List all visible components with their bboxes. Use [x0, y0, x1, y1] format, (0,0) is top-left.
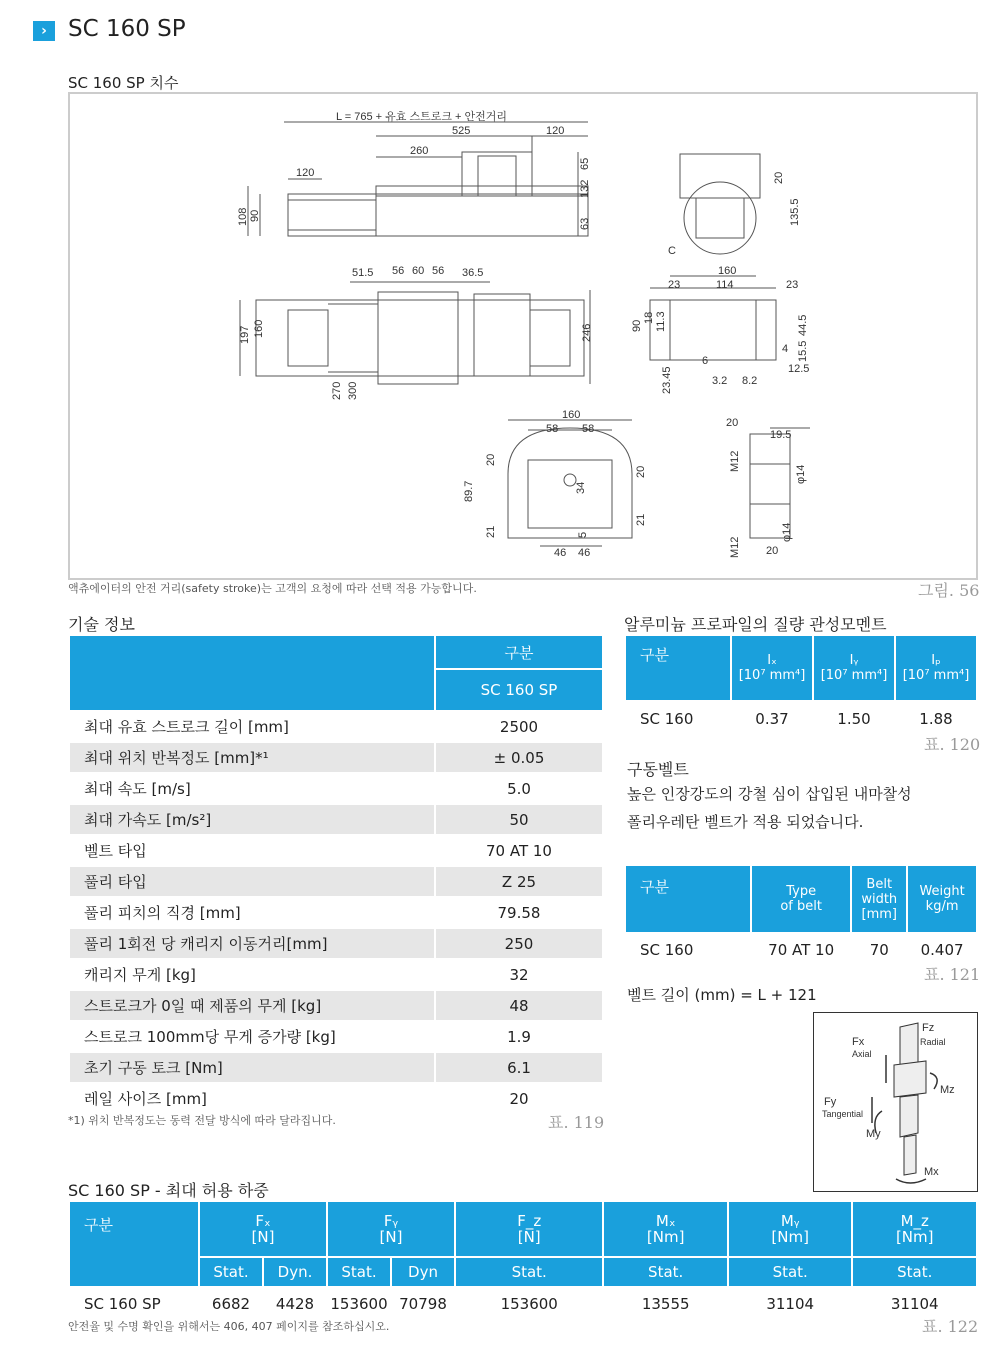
tech-row-label: 캐리지 무게 [kg]: [69, 959, 435, 990]
dim-246: 246: [581, 323, 593, 342]
belt-head-1: Type of belt: [751, 865, 851, 933]
loads-sub: Stat.: [728, 1257, 853, 1287]
tech-row-value: 1.9: [435, 1021, 603, 1052]
loads-sub: Dyn.: [263, 1257, 327, 1287]
tech-row-label: 풀리 타입: [69, 866, 435, 897]
inertia-head-3: Iₚ [10⁷ mm⁴]: [895, 635, 977, 701]
inertia-head-1: Iₓ [10⁷ mm⁴]: [731, 635, 813, 701]
loads-cell: SC 160 SP: [69, 1287, 199, 1321]
tech-row-label: 레일 사이즈 [mm]: [69, 1083, 435, 1114]
tech-row: [69, 1021, 603, 1052]
tech-row-value: 50: [435, 804, 603, 835]
force-diagram: [813, 1012, 978, 1192]
tech-row-value: 5.0: [435, 773, 603, 804]
dimensions-title: SC 160 SP 치수: [68, 74, 179, 92]
inertia-cell: 1.50: [813, 701, 895, 737]
tech-info-title: 기술 정보: [68, 615, 135, 634]
dim-65: 65: [579, 157, 591, 170]
dim-260: 260: [410, 145, 429, 157]
loads-title: SC 160 SP - 최대 허용 하중: [68, 1181, 269, 1200]
dim-51-5: 51.5: [352, 267, 374, 279]
inertia-head-0: 구분: [625, 635, 731, 701]
tech-row-value: 79.58: [435, 897, 603, 928]
loads-head-2: Fᵧ [N]: [327, 1201, 455, 1257]
label-fy: Fy: [824, 1096, 837, 1108]
loads-cell: 31104: [728, 1287, 853, 1321]
loads-head-6: M_z [Nm]: [852, 1201, 977, 1257]
tech-row-value: 70 AT 10: [435, 835, 603, 866]
belt-cell: 70: [851, 933, 907, 967]
tech-row-value: 6.1: [435, 1052, 603, 1083]
dim-160c: 160: [562, 409, 581, 421]
dim-20d: 20: [726, 417, 739, 429]
tech-head-1: 구분: [435, 635, 603, 669]
belt-cell: 0.407: [907, 933, 977, 967]
belt-head-2: Belt width [mm]: [851, 865, 907, 933]
belt-head-0: 구분: [625, 865, 751, 933]
inertia-cell: 1.88: [895, 701, 977, 737]
tech-row-label: 최대 유효 스트로크 길이 [mm]: [69, 711, 435, 742]
dim-120b: 120: [296, 167, 315, 179]
label-fz: Fz: [922, 1022, 935, 1034]
tech-row-label: 최대 속도 [m/s]: [69, 773, 435, 804]
loads-note: 안전율 및 수명 확인을 위해서는 406, 407 페이지를 참조하십시오.: [68, 1320, 390, 1333]
tech-row: [69, 804, 603, 835]
tech-row: [69, 928, 603, 959]
inertia-table: [624, 634, 978, 738]
label-fx: Fx: [852, 1036, 865, 1048]
dim-525: 525: [452, 125, 471, 137]
label-mx: Mx: [924, 1166, 939, 1178]
loads-sub: Stat.: [327, 1257, 391, 1287]
dim-270: 270: [331, 381, 343, 400]
dim-3-2: 3.2: [712, 375, 728, 387]
loads-head-4: Mₓ [Nm]: [603, 1201, 728, 1257]
tech-row-value: 2500: [435, 711, 603, 742]
dim-90: 90: [249, 209, 261, 222]
dimension-drawing: [68, 92, 978, 580]
tech-row-label: 초기 구동 토크 [Nm]: [69, 1052, 435, 1083]
belt-cell: 70 AT 10: [751, 933, 851, 967]
loads-table: [68, 1200, 978, 1322]
tech-row-label: 벨트 타입: [69, 835, 435, 866]
dim-23-45: 23.45: [661, 366, 673, 394]
dim-197: 197: [239, 325, 251, 344]
inertia-head-2: Iᵧ [10⁷ mm⁴]: [813, 635, 895, 701]
belt-length-formula: 벨트 길이 (mm) = L + 121: [627, 986, 817, 1004]
tech-row-value: 250: [435, 928, 603, 959]
loads-sub: Stat.: [603, 1257, 728, 1287]
loads-cell: 31104: [852, 1287, 977, 1321]
label-mz: Mz: [940, 1084, 955, 1096]
figure-ref: 그림. 56: [918, 581, 980, 600]
dim-36-5: 36.5: [462, 267, 484, 279]
technical-drawing: [70, 94, 976, 578]
dim-58a: 58: [546, 423, 559, 435]
tech-row: [69, 711, 603, 742]
tech-row-label: 스트로크 100mm당 무게 증가량 [kg]: [69, 1021, 435, 1052]
dim-34: 34: [575, 481, 587, 494]
belt-table: [624, 864, 978, 968]
tech-row: [69, 1052, 603, 1083]
dim-19-5: 19.5: [770, 429, 792, 441]
tech-info-table: [68, 634, 604, 1115]
label-my: My: [866, 1128, 881, 1140]
dim-23a: 23: [668, 279, 681, 291]
inertia-fig-ref: 표. 120: [924, 735, 981, 754]
loads-fig-ref: 표. 122: [922, 1317, 979, 1336]
dim-12-5: 12.5: [788, 363, 810, 375]
page-title: SC 160 SP: [68, 16, 186, 42]
tech-row-label: 최대 위치 반복정도 [mm]*¹: [69, 742, 435, 773]
dim-160b: 160: [718, 265, 737, 277]
belt-title: 구동벨트: [627, 760, 689, 779]
loads-cell: 13555: [603, 1287, 728, 1321]
dim-160: 160: [253, 319, 265, 338]
dim-114: 114: [716, 279, 734, 291]
dim-60: 60: [412, 265, 425, 277]
dim-20: 20: [773, 171, 785, 184]
dim-5: 5: [577, 531, 589, 538]
inertia-title: 알루미늄 프로파일의 질량 관성모멘트: [624, 615, 887, 634]
dim-11-3: 11.3: [655, 311, 667, 332]
dim-8-2: 8.2: [742, 375, 758, 387]
label-radial: Radial: [920, 1037, 946, 1047]
loads-sub: Stat.: [455, 1257, 603, 1287]
dim-44-5: 44.5: [797, 314, 809, 336]
loads-sub: Dyn: [391, 1257, 455, 1287]
loads-head-3: F_z [N]: [455, 1201, 603, 1257]
tech-row: [69, 742, 603, 773]
tech-row: [69, 990, 603, 1021]
tech-row-value: ± 0.05: [435, 742, 603, 773]
tech-row: [69, 1083, 603, 1114]
dim-4: 4: [782, 343, 789, 355]
inertia-cell: SC 160: [625, 701, 731, 737]
tech-row-label: 풀리 1회전 당 캐리지 이동거리[mm]: [69, 928, 435, 959]
dim-120a: 120: [546, 125, 565, 137]
dim-90b: 90: [631, 319, 643, 332]
tech-row: [69, 897, 603, 928]
dim-m12b: M12: [729, 536, 741, 558]
dim-20c: 20: [635, 465, 647, 478]
tech-fig-ref: 표. 119: [548, 1113, 605, 1132]
tech-row-label: 풀리 피치의 직경 [mm]: [69, 897, 435, 928]
loads-cell: 70798: [391, 1287, 455, 1321]
dim-56b: 56: [432, 265, 445, 277]
inertia-cell: 0.37: [731, 701, 813, 737]
dim-23b: 23: [786, 279, 799, 291]
loads-cell: 153600: [327, 1287, 391, 1321]
dim-6: 6: [702, 355, 709, 367]
dim-58b: 58: [582, 423, 595, 435]
dim-20b: 20: [485, 453, 497, 466]
dim-135-5: 135.5: [789, 198, 801, 226]
tech-note: *1) 위치 반복정도는 동력 전달 방식에 따라 달라집니다.: [68, 1114, 336, 1127]
tech-head-2: SC 160 SP: [435, 669, 603, 711]
dim-C: C: [668, 245, 676, 257]
loads-cell: 6682: [199, 1287, 263, 1321]
tech-row-label: 최대 가속도 [m/s²]: [69, 804, 435, 835]
dim-L: L = 765 + 유효 스트로크 + 안전거리: [336, 111, 507, 123]
dim-15-5: 15.5: [797, 340, 809, 362]
dim-108: 108: [237, 207, 249, 226]
tech-row-value: Z 25: [435, 866, 603, 897]
loads-sub: Stat.: [852, 1257, 977, 1287]
loads-sub: Stat.: [199, 1257, 263, 1287]
loads-head-0: 구분: [69, 1201, 199, 1287]
belt-text-2: 폴리우레탄 벨트가 적용 되었습니다.: [627, 813, 864, 831]
belt-cell: SC 160: [625, 933, 751, 967]
chevron-right-icon: ›: [33, 21, 55, 41]
tech-row: [69, 959, 603, 990]
dim-18: 18: [643, 311, 655, 324]
dim-46a: 46: [554, 547, 567, 559]
label-axial: Axial: [852, 1049, 872, 1059]
dim-21b: 21: [635, 513, 647, 526]
tech-row-value: 32: [435, 959, 603, 990]
dimensions-note: 액츄에이터의 안전 거리(safety stroke)는 고객의 요청에 따라 선택 적용 가능합니다.: [68, 582, 477, 595]
tech-row-label: 스트로크가 0일 때 제품의 무게 [kg]: [69, 990, 435, 1021]
loads-head-5: Mᵧ [Nm]: [728, 1201, 853, 1257]
loads-cell: 4428: [263, 1287, 327, 1321]
tech-row: [69, 773, 603, 804]
dim-300: 300: [347, 381, 359, 400]
dim-46b: 46: [578, 547, 591, 559]
dim-63: 63: [579, 217, 591, 230]
dim-phi14a: φ14: [795, 464, 807, 484]
tech-row: [69, 866, 603, 897]
label-tangential: Tangential: [822, 1109, 864, 1119]
loads-cell: 153600: [455, 1287, 603, 1321]
belt-fig-ref: 표. 121: [924, 965, 981, 984]
dim-20e: 20: [766, 545, 779, 557]
dim-89-7: 89.7: [463, 480, 475, 502]
dim-21a: 21: [485, 525, 497, 538]
tech-row: [69, 835, 603, 866]
tech-row-value: 48: [435, 990, 603, 1021]
dim-m12a: M12: [729, 450, 741, 472]
loads-head-1: Fₓ [N]: [199, 1201, 327, 1257]
dim-56a: 56: [392, 265, 405, 277]
dim-phi14b: φ14: [781, 522, 793, 542]
belt-head-3: Weight kg/m: [907, 865, 977, 933]
dim-132: 132: [579, 179, 591, 198]
tech-row-value: 20: [435, 1083, 603, 1114]
belt-text-1: 높은 인장강도의 강철 심이 삽입된 내마찰성: [627, 785, 912, 803]
